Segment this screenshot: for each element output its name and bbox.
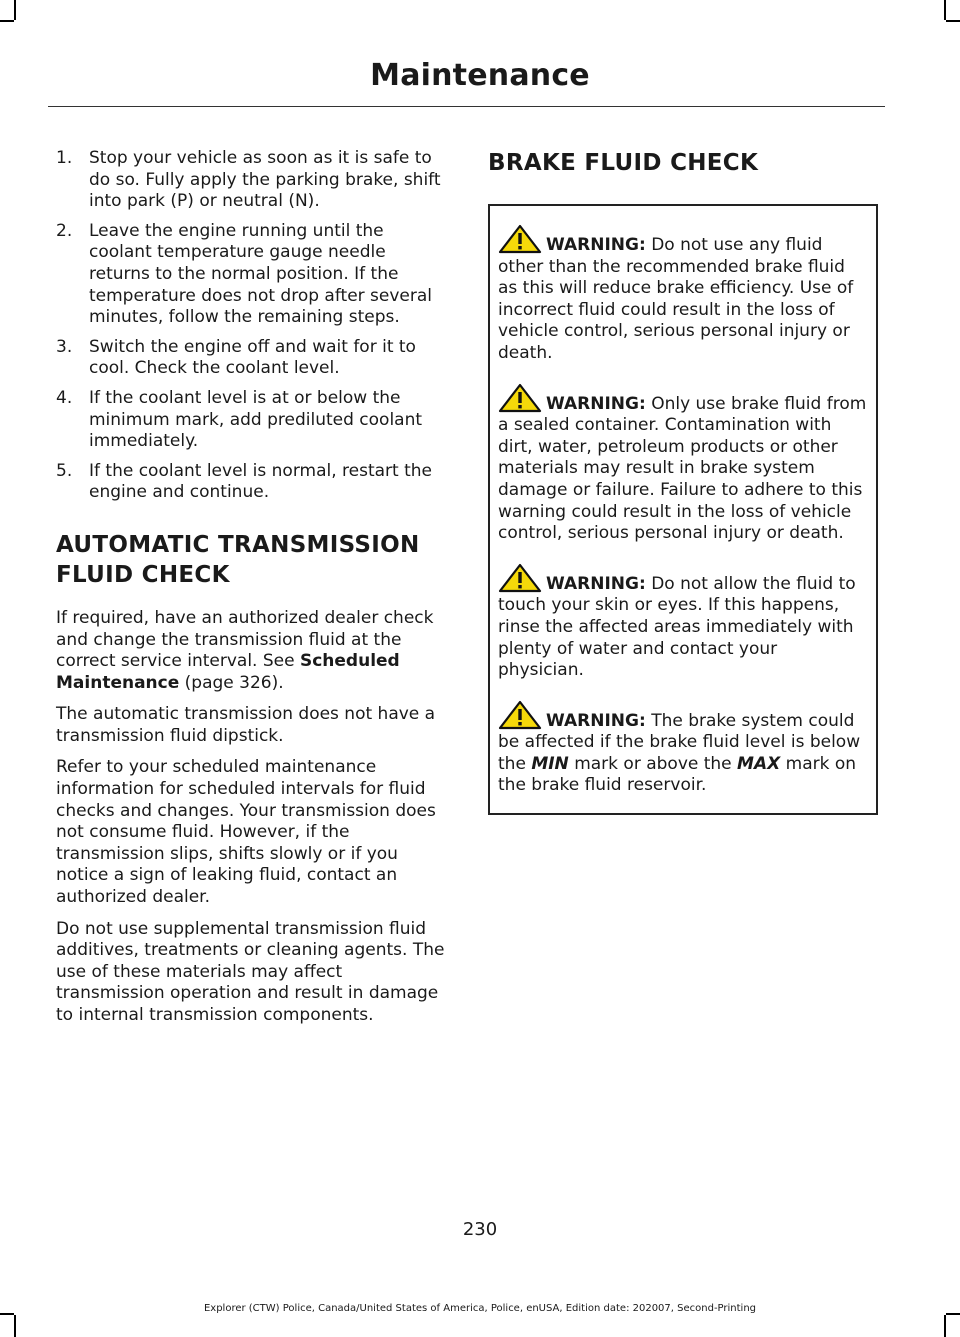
list-item [56,461,448,504]
warning-label: WARNING: [546,393,646,414]
paragraph [56,608,448,694]
coolant-steps-list [56,148,448,504]
paragraph: Refer to your scheduled maintenance information for scheduled intervals for fluid checks and changes. Your transmission does not consume fluid. However, if the transmission slips, shifts slowly or if you notice a sign of leaking fluid, contact an authorized dealer. [56,757,436,908]
list-item [56,221,448,329]
warning-triangle-icon [498,700,542,730]
warning-text: The brake system could be affected if the brake fluid level is below the [498,710,861,774]
warning-label: WARNING: [546,710,646,731]
warning-text: mark on the brake fluid reservoir. [498,753,857,796]
warning-label: WARNING: [546,235,646,255]
heading-line: FLUID CHECK [56,561,230,588]
warning-box [488,204,878,815]
warning-triangle-icon [498,563,542,593]
crop-mark [14,1315,16,1337]
warning-text: Do not use any fluid other than the recommended brake fluid as this will reduce brake efficiency. Use of incorrect fluid could result in the loss of vehicle control, serious personal injury or death. [498,235,854,363]
paragraph: The automatic transmission does not have a transmission fluid dipstick. [56,704,436,746]
step-text: Leave the engine running until the coolant temperature gauge needle returns to the normal position. If the temperature does not drop after several minutes, follow the remaining steps. [89,220,433,328]
step-text: Stop your vehicle as soon as it is safe to do so. Fully apply the parking brake, shift into park (P) or neutral (N). [89,148,441,212]
step-number: 4. [56,387,73,408]
warning-item [498,224,868,365]
warning-text: Do not allow the fluid to touch your skin or eyes. If this happens, rinse the affected areas immediately with plenty of water and contact your physician. [498,573,856,681]
paragraph-text: If required, have an authorized dealer check and change the transmission fluid at the correct service interval. See [56,607,434,672]
warning-item [498,563,868,682]
warning-text: Only use brake fluid from a sealed container. Contamination with dirt, water, petroleum products or other materials may result in brake system damage or failure. Failure to adhere to this warning could result in the loss of vehicle control, serious personal injury or death. [498,393,867,544]
step-number: 1. [56,148,73,168]
transmission-heading [56,530,448,590]
step-number: 3. [56,336,73,357]
step-text: If the coolant level is at or below the minimum mark, add prediluted coolant immediately. [89,387,423,452]
max-mark-label: MAX [737,753,781,774]
header-divider [48,106,885,107]
crop-mark [944,0,946,20]
left-column [56,148,448,1037]
min-mark-label: MIN [531,753,569,774]
warning-text: mark or above the [568,753,738,774]
warning-triangle-icon [498,383,542,413]
heading-line: AUTOMATIC TRANSMISSION [56,531,420,558]
page-number: 230 [462,1219,498,1240]
crop-mark [946,20,960,22]
right-column [488,148,878,815]
warning-label: WARNING: [546,573,646,594]
warning-triangle-icon [498,224,542,254]
crop-mark [944,1315,946,1337]
paragraph-text: (page 326). [179,672,284,693]
step-text: If the coolant level is normal, restart the engine and continue. [89,460,432,503]
warning-item [498,383,868,545]
crop-mark [0,20,14,22]
page-title: Maintenance [370,58,590,93]
brake-fluid-heading: BRAKE FLUID CHECK [488,150,759,176]
paragraph: Do not use supplemental transmission fluid additives, treatments or cleaning agents. The use of these materials may affect transmission operation and result in damage to internal transmission components. [56,918,445,1025]
step-number: 2. [56,220,73,241]
step-text: Switch the engine off and wait for it to cool. Check the coolant level. [89,336,416,379]
list-item [56,388,448,453]
step-number: 5. [56,460,73,481]
list-item [56,337,448,380]
crop-mark [14,0,16,20]
scheduled-maintenance-link[interactable]: Scheduled Maintenance [56,651,400,693]
list-item [56,148,448,213]
footer-edition-info: Explorer (CTW) Police, Canada/United States of America, Police, enUSA, Edition date: 202007, Second-Printing [203,1303,757,1314]
warning-item [498,700,868,797]
